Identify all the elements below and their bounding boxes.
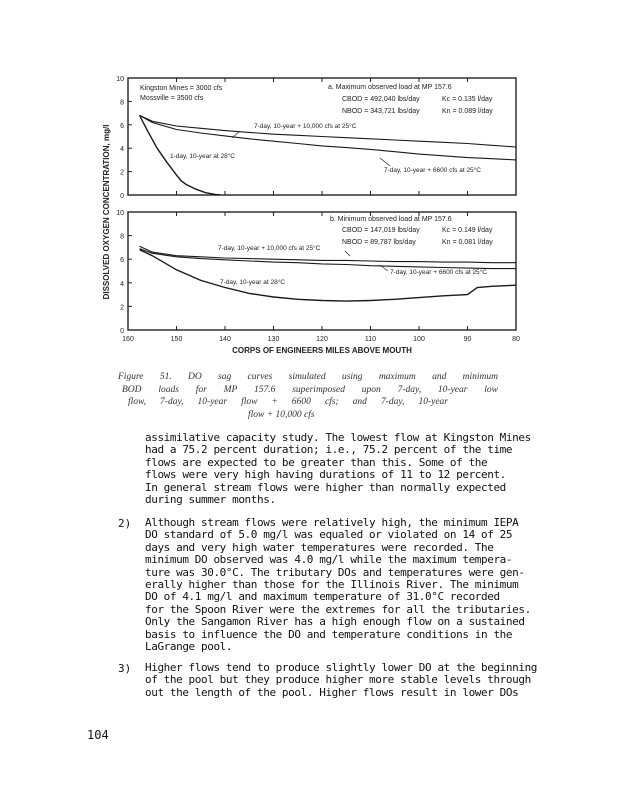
panel-a-flow-2: Mossville = 3500 cfs	[140, 95, 204, 102]
panel-a-kc: Kc = 0.135 l/day	[442, 96, 493, 103]
y-tick-label: 10	[116, 210, 124, 217]
text-line: erally higher than those for the Illinois River. The minimum	[145, 578, 519, 592]
text-line: Only the Sangamon River has a high enough flow on a sustained	[145, 615, 525, 629]
panel-b-series-1-line	[140, 246, 516, 263]
panel-a	[116, 76, 516, 200]
y-tick-label: 4	[120, 146, 124, 154]
text-line: LaGrange pool.	[145, 640, 233, 654]
caption-line-3: flow, 7-day, 10-year flow + 6600 cfs; and 7-day, 10-year	[128, 397, 448, 407]
x-tick-label: 130	[267, 336, 280, 343]
y-tick-label: 8	[120, 99, 124, 107]
panel-b-kc: Kc = 0.149 l/day	[442, 227, 493, 234]
y-axis-title: DISSOLVED OXYGEN CONCENTRATION, mg/l	[102, 124, 111, 300]
text-line: assimilative capacity study. The lowest flow at Kingston Mines	[145, 431, 531, 444]
text-line: of the pool but they produce higher more stable levels through	[145, 673, 531, 687]
y-tick-label: 0	[120, 193, 124, 200]
panel-b-title: b. Minimum observed load at MP 157.6	[330, 216, 452, 223]
text-line: Higher flows tend to produce slightly lower DO at the beginning	[145, 661, 538, 674]
x-tick-label: 150	[170, 336, 183, 343]
panel-a-curve-label-3: 7-day, 10-year + 6600 cfs at 25°C	[384, 167, 481, 174]
panel-a-flow-1: Kingston Mines = 3000 cfs	[140, 85, 223, 92]
x-tick-label: 140	[219, 336, 231, 343]
text-line: minimum DO observed was 4.0 mg/l while the maximum tempera-	[145, 553, 513, 567]
figure-caption	[118, 371, 498, 421]
text-line: flows were very high having durations of 11 to 12 percent.	[145, 468, 506, 482]
panel-a-curve-label-1: 7-day, 10-year + 10,000 cfs at 25°C	[254, 123, 357, 130]
text-line: Although stream flows were relatively high, the minimum IEPA	[145, 516, 519, 529]
text-line: basis to influence the DO and temperature conditions in the	[145, 627, 513, 641]
x-axis-title: CORPS OF ENGINEERS MILES ABOVE MOUTH	[232, 346, 412, 355]
text-line: had a 75.2 percent duration; i.e., 75.2 percent of the time	[145, 443, 513, 457]
y-tick-label: 6	[120, 257, 124, 265]
item-2-paragraph	[145, 517, 531, 653]
text-line: for the Spoon River were the extremes for all the tributaries.	[145, 602, 531, 616]
text-line: days and very high water temperatures were recorded. The	[145, 540, 494, 554]
page-number: 104	[87, 728, 109, 742]
panel-a-kn: Kn = 0.089 l/day	[442, 108, 493, 115]
panel-a-series-1-line	[140, 115, 516, 147]
y-tick-label: 2	[120, 304, 124, 312]
y-tick-label: 0	[120, 328, 124, 335]
y-tick-label: 8	[120, 233, 124, 241]
y-tick-label: 10	[116, 76, 124, 83]
panel-a-curve-label-2: 1-day, 10-year at 28°C	[170, 153, 235, 160]
panel-b-cbod: CBOD = 147,019 lbs/day	[342, 227, 420, 234]
y-tick-label: 2	[120, 169, 124, 177]
text-line: out the length of the pool. Higher flows result in lower DOs	[145, 685, 519, 699]
caption-line-4: flow + 10,000 cfs	[248, 409, 315, 420]
panel-a-title: a. Maximum observed load at MP 157.6	[328, 84, 452, 91]
x-tick-label: 90	[463, 336, 472, 343]
text-line: flows are expected to be greater than this. Some of the	[145, 455, 488, 469]
y-tick-label: 6	[120, 122, 124, 130]
text-line: ture was 30.0°C. The tributary DOs and temperatures were gen-	[145, 565, 525, 579]
panel-b	[116, 210, 516, 335]
panel-b-pointer-1	[345, 251, 350, 256]
panel-b-kn: Kn = 0.081 l/day	[442, 239, 493, 246]
caption-line-2: BOD loads for MP 157.6 superimposed upon 7-day, 10-year low	[122, 384, 498, 395]
continuation-paragraph	[145, 432, 531, 506]
y-tick-label: 4	[120, 280, 124, 288]
text-line: during summer months.	[145, 493, 276, 507]
item-number-3: 3)	[118, 662, 132, 675]
panel-b-curve-label-2: 7-day, 10-year at 28°C	[220, 279, 285, 286]
text-line: DO standard of 5.0 mg/l was equaled or violated on 14 of 25	[145, 528, 513, 542]
panel-b-nbod: NBOD = 89,787 lbs/day	[342, 239, 416, 246]
panel-b-curve-label-3: 7-day, 10-year + 6600 cfs at 25°C	[390, 269, 487, 276]
x-tick-label: 120	[316, 336, 328, 343]
panel-a-nbod: NBOD = 343,721 lbs/day	[342, 108, 420, 115]
x-tick-label: 100	[413, 336, 425, 343]
item-number-2: 2)	[118, 517, 132, 530]
text-line: DO of 4.1 mg/l and maximum temperature of 31.0°C recorded	[145, 590, 500, 604]
text-line: In general stream flows were higher than normally expected	[145, 480, 506, 494]
panel-b-series-2-line	[140, 249, 516, 269]
x-tick-label: 110	[364, 336, 377, 343]
x-tick-label: 160	[122, 336, 134, 343]
x-tick-label: 80	[512, 336, 520, 343]
panel-a-pointer-3	[380, 158, 390, 166]
panel-b-curve-label-1: 7-day, 10-year + 10,000 cfs at 25°C	[218, 245, 321, 252]
item-3-paragraph	[145, 662, 537, 699]
panel-a-cbod: CBOD = 492,040 lbs/day	[342, 96, 420, 103]
figure-51	[0, 0, 628, 370]
caption-line-1: Figure 51. DO sag curves simulated using maximum and minimum	[118, 372, 498, 382]
